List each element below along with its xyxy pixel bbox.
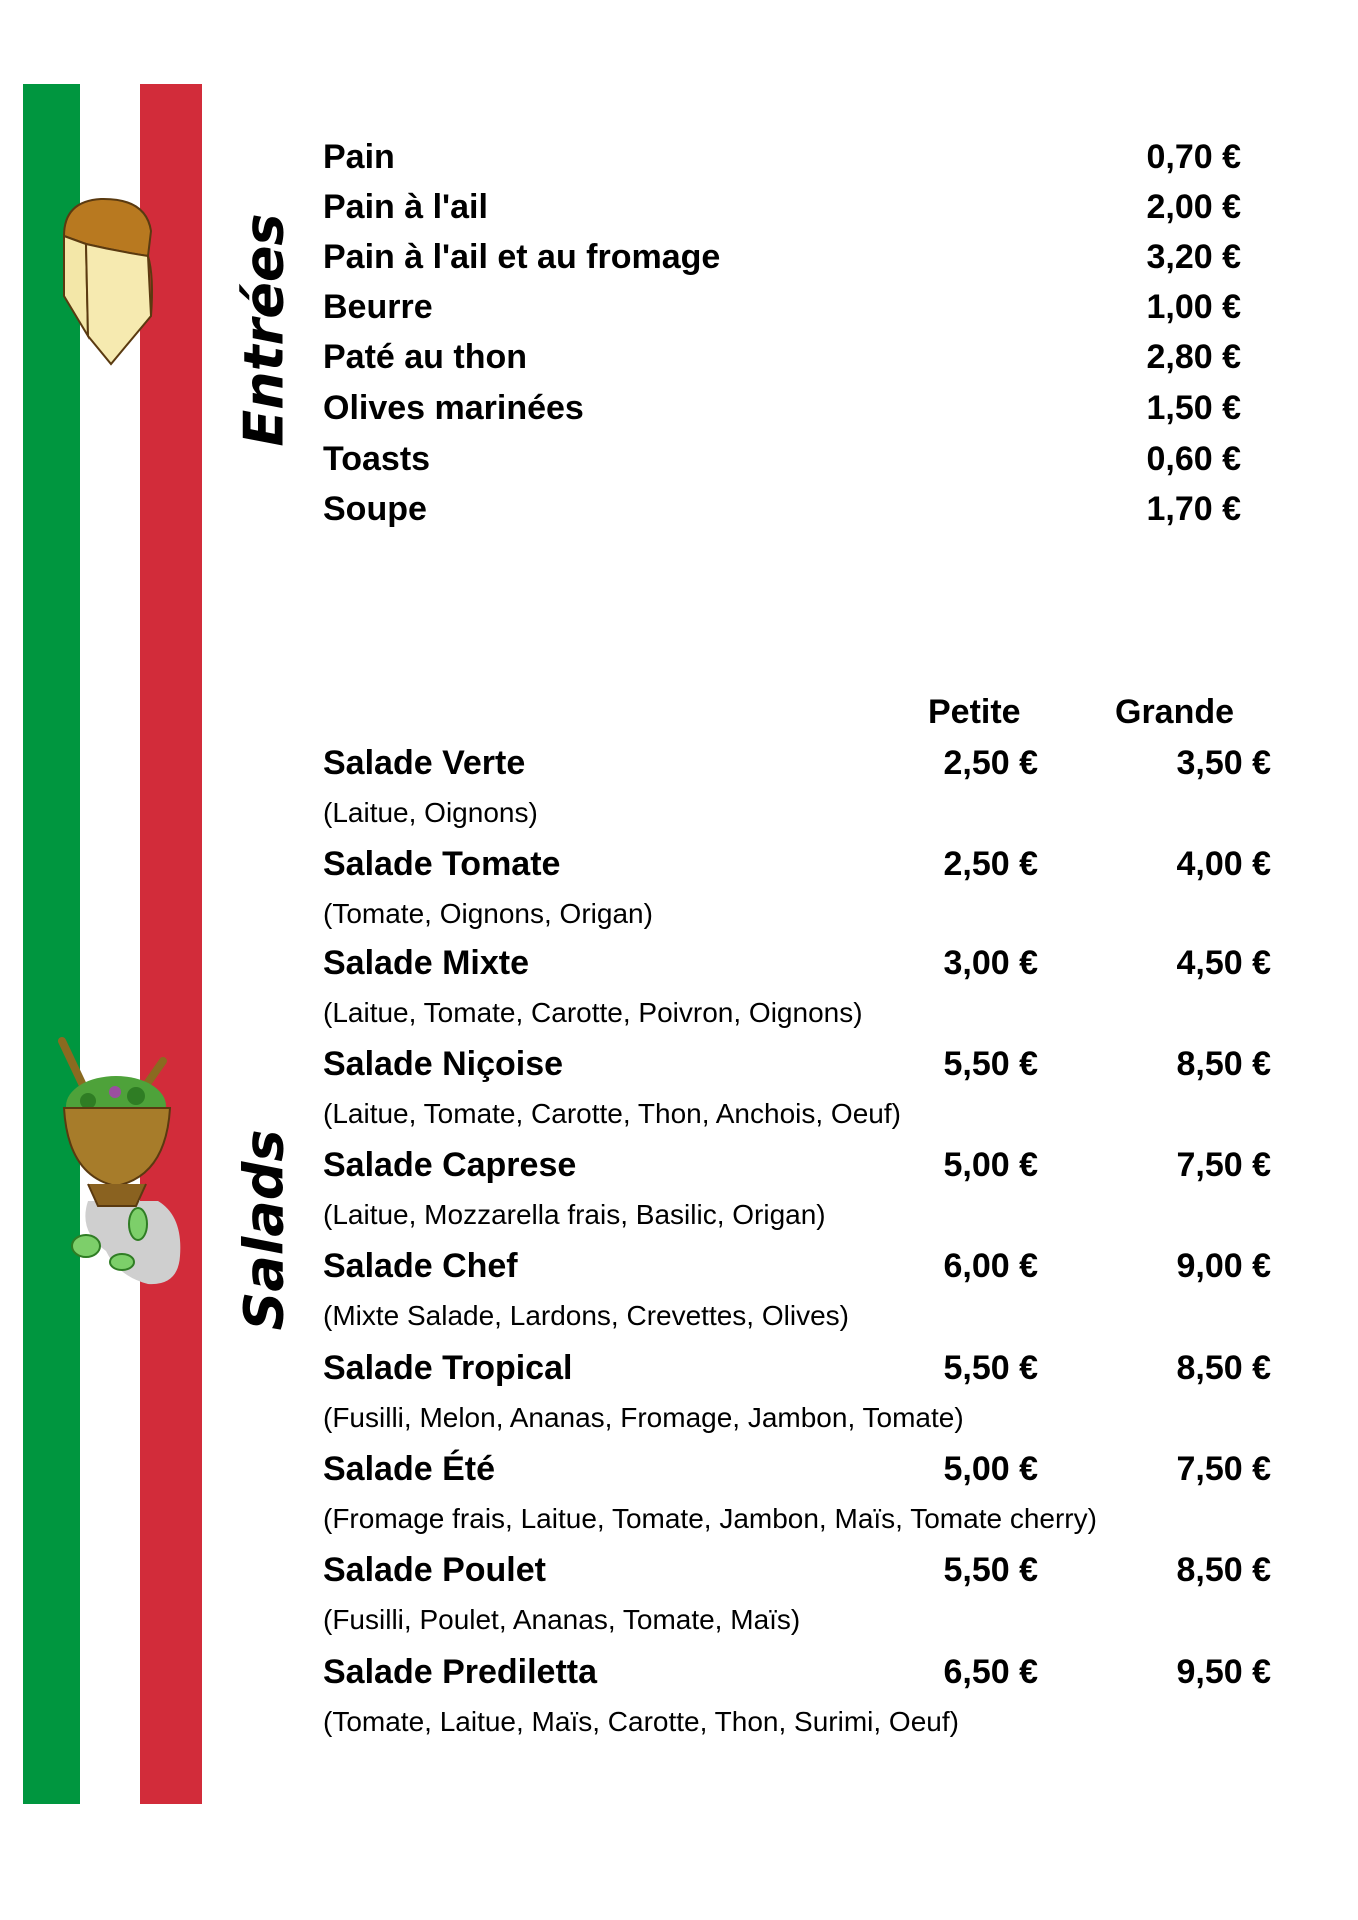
entree-price: 2,00 €: [1146, 188, 1241, 226]
entree-row: [323, 188, 1303, 238]
entree-name: Pain: [323, 138, 395, 176]
salad-price-grande: 7,50 €: [1176, 1450, 1271, 1488]
salad-description: (Fromage frais, Laitue, Tomate, Jambon, Maïs, Tomate cherry): [323, 1503, 1097, 1534]
salad-name: Salade Été: [323, 1450, 495, 1488]
entree-name: Toasts: [323, 440, 431, 478]
entree-price: 1,70 €: [1146, 490, 1241, 528]
entree-name: Beurre: [323, 288, 433, 326]
salad-price-petite: 2,50 €: [943, 744, 1038, 782]
salad-description: (Fusilli, Poulet, Ananas, Tomate, Maïs): [323, 1604, 801, 1635]
entree-row: [323, 238, 1303, 288]
salad-price-petite: 3,00 €: [943, 944, 1038, 982]
salad-name: Salade Tomate: [323, 845, 561, 883]
salad-name: Salade Poulet: [323, 1551, 546, 1589]
salad-price-petite: 5,50 €: [943, 1349, 1038, 1387]
salad-row: [323, 1551, 1323, 1651]
salad-price-petite: 6,50 €: [943, 1653, 1038, 1691]
salad-description: (Tomate, Laitue, Maïs, Carotte, Thon, Surimi, Oeuf): [323, 1706, 959, 1737]
salad-row: [323, 744, 1323, 844]
salad-name: Salade Caprese: [323, 1146, 577, 1184]
salad-description: (Mixte Salade, Lardons, Crevettes, Olives): [323, 1300, 849, 1331]
salad-price-petite: 5,50 €: [943, 1551, 1038, 1589]
entree-name: Pain à l'ail et au fromage: [323, 238, 721, 276]
salad-name: Salade Chef: [323, 1247, 518, 1285]
salad-row: [323, 1653, 1323, 1753]
salad-bowl-icon: [58, 1036, 184, 1292]
salad-price-grande: 8,50 €: [1176, 1349, 1271, 1387]
salad-price-grande: 4,00 €: [1176, 845, 1271, 883]
salad-description: (Laitue, Mozzarella frais, Basilic, Origan): [323, 1199, 826, 1230]
entree-row: [323, 490, 1303, 540]
entree-name: Pain à l'ail: [323, 188, 488, 226]
salad-row: [323, 1349, 1323, 1449]
salad-name: Salade Prediletta: [323, 1653, 598, 1691]
entree-row: [323, 389, 1303, 439]
entree-name: Paté au thon: [323, 338, 528, 376]
salad-price-petite: 5,00 €: [943, 1450, 1038, 1488]
salad-description: (Laitue, Oignons): [323, 797, 538, 828]
column-header-grande: Grande: [1115, 693, 1235, 731]
salad-row: [323, 1146, 1323, 1246]
entree-row: [323, 288, 1303, 338]
entree-price: 0,70 €: [1146, 138, 1241, 176]
salad-price-grande: 4,50 €: [1176, 944, 1271, 982]
salad-row: [323, 944, 1323, 1044]
salad-description: (Laitue, Tomate, Carotte, Poivron, Oignons): [323, 997, 863, 1028]
salad-price-grande: 8,50 €: [1176, 1551, 1271, 1589]
entree-price: 3,20 €: [1146, 238, 1241, 276]
salad-row: [323, 1045, 1323, 1145]
salad-price-petite: 5,50 €: [943, 1045, 1038, 1083]
salads-section-title: Salads: [232, 1129, 296, 1331]
salad-row: [323, 1450, 1323, 1550]
salad-name: Salade Tropical: [323, 1349, 573, 1387]
column-header-petite: Petite: [928, 693, 1021, 731]
salad-description: (Laitue, Tomate, Carotte, Thon, Anchois, Oeuf): [323, 1098, 901, 1129]
salad-name: Salade Niçoise: [323, 1045, 564, 1083]
entree-price: 1,00 €: [1146, 288, 1241, 326]
salad-row: [323, 845, 1323, 945]
entree-price: 0,60 €: [1146, 440, 1241, 478]
entree-row: [323, 138, 1303, 188]
entree-name: Olives marinées: [323, 389, 584, 427]
salad-name: Salade Verte: [323, 744, 526, 782]
salad-price-petite: 6,00 €: [943, 1247, 1038, 1285]
entree-row: [323, 338, 1303, 388]
entree-price: 2,80 €: [1146, 338, 1241, 376]
entrees-section-title: Entrées: [232, 213, 296, 447]
entree-row: [323, 440, 1303, 490]
salad-price-petite: 5,00 €: [943, 1146, 1038, 1184]
salad-price-grande: 7,50 €: [1176, 1146, 1271, 1184]
salad-row: [323, 1247, 1323, 1347]
salad-description: (Fusilli, Melon, Ananas, Fromage, Jambon, Tomate): [323, 1402, 964, 1433]
salad-description: (Tomate, Oignons, Origan): [323, 898, 653, 929]
salad-name: Salade Mixte: [323, 944, 529, 982]
salad-price-grande: 9,00 €: [1176, 1247, 1271, 1285]
salad-price-grande: 9,50 €: [1176, 1653, 1271, 1691]
bread-icon: [56, 196, 156, 368]
entree-name: Soupe: [323, 490, 427, 528]
salad-price-petite: 2,50 €: [943, 845, 1038, 883]
salad-price-grande: 3,50 €: [1176, 744, 1271, 782]
salad-price-grande: 8,50 €: [1176, 1045, 1271, 1083]
entree-price: 1,50 €: [1146, 389, 1241, 427]
